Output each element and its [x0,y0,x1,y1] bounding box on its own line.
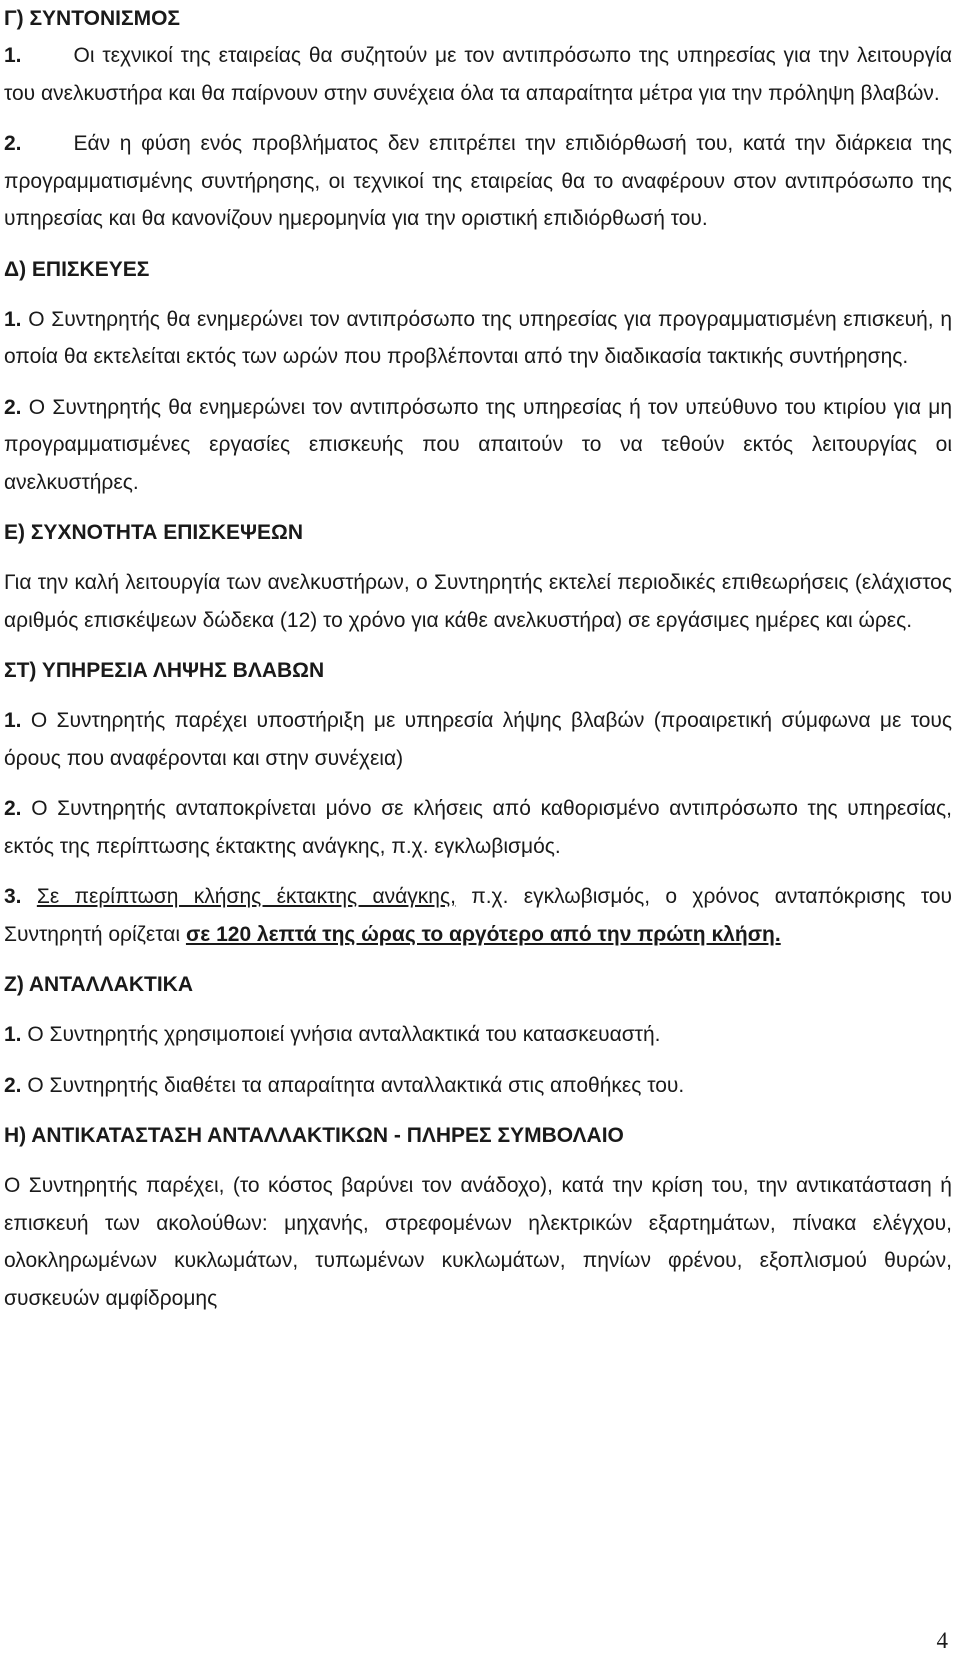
item-text: Ο Συντηρητής θα ενημερώνει τον αντιπρόσωπο της υπηρεσίας ή τον υπεύθυνο του κτιρίου για μη προγραμματισμένες εργασίες επισκευής που απαιτούν το να τεθούν εκτός λειτουργίας οι ανελκυστήρες. [4,395,953,494]
section-e-heading: Ε) ΣΥΧΝΟΤΗΤΑ ΕΠΙΣΚΕΨΕΩΝ [4,521,303,544]
item-text: Ο Συντηρητής θα ενημερώνει τον αντιπρόσωπο της υπηρεσίας για προγραμματισμένη επισκευή, η οποία θα εκτελείται εκτός των ωρών που προβλέπονται από την διαδικασία τακτικής συντήρησης. [4,307,952,368]
section-d-item-1 [4,301,952,376]
item-text: Οι τεχνικοί της εταιρείας θα συζητούν με τον αντιπρόσωπο της υπηρεσίας για την λειτουργία του ανελκυστήρα και θα παίρνουν στην συνέχεια όλα τα απαραίτητα μέτρα για την πρόληψη βλαβών. [4,44,952,105]
section-h-heading: Η) ΑΝΤΙΚΑΤΑΣΤΑΣΗ ΑΝΤΑΛΛΑΚΤΙΚΩΝ - ΠΛΗΡΕΣ ΣΥΜΒΟΛΑΙΟ [4,1124,624,1147]
section-g-heading: Γ) ΣΥΝΤΟΝΙΣΜΟΣ [4,7,181,30]
section-e-text: Για την καλή λειτουργία των ανελκυστήρων, ο Συντηρητής εκτελεί περιοδικές επιθεωρήσεις (ελάχιστος αριθμός επισκέψεων δώδεκα (12) το χρόνο για κάθε ανελκυστήρα) σε εργάσιμες ημέρες και ώρες. [4,571,952,632]
section-st-item-2 [4,790,952,865]
item-text: Ο Συντηρητής χρησιμοποιεί γνήσια ανταλλακτικά του κατασκευαστή. [27,1023,661,1046]
item-number: 2. [4,132,22,155]
item-text: Ο Συντηρητής παρέχει υποστήριξη με υπηρεσία λήψης βλαβών (προαιρετική σύμφωνα με τους όρους που αναφέρονται και στην συνέχεια) [4,709,952,770]
item-number: 1. [4,1023,22,1046]
section-z-item-1 [4,1016,952,1054]
section-h-text: Ο Συντηρητής παρέχει, (το κόστος βαρύνει τον ανάδοχο), κατά την κρίση του, την αντικατάσταση ή επισκευή των ακολούθων: μηχανής, στρεφομένων ηλεκτρικών εξαρτημάτων, πίνακα ελέγχου, ολοκληρωμένων κυκλωμάτων, τυπωμένων κυκλωμάτων, πηνίων φρένου, εξοπλισμού θυρών, συσκευών αμφίδρομης [4,1174,952,1310]
item-text: Εάν η φύση ενός προβλήματος δεν επιτρέπει την επιδιόρθωσή του, κατά την διάρκεια της προγραμματισμένης συντήρησης, οι τεχνικοί της εταιρείας θα το αναφέρουν στον αντιπρόσωπο της υπηρεσίας και θα κανονίζουν ημερομηνία για την οριστική επιδιόρθωσή του. [4,132,952,230]
document-page [4,0,952,1317]
item-text: Ο Συντηρητής ανταποκρίνεται μόνο σε κλήσεις από καθορισμένο αντιπρόσωπο της υπηρεσίας, εκτός της περίπτωσης έκτακτης ανάγκης, π.χ. εγκλωβισμός. [4,797,952,858]
section-z-item-2 [4,1067,952,1105]
item-number: 2. [4,1073,22,1097]
section-d-item-2 [4,389,952,502]
item-text: π.χ. εγκλωβισμός, ο χρόνος ανταπόκρισης του Συντηρητή ορίζεται [4,885,952,946]
section-g-item-1 [4,37,952,112]
item-number: 2. [4,395,22,419]
item-number: 1. [4,44,22,67]
section-d-heading: Δ) ΕΠΙΣΚΕΥΕΣ [4,257,150,281]
item-number: 1. [4,709,22,732]
item-number: 2. [4,797,22,820]
section-g-item-2 [4,125,952,238]
emergency-call-underlined: Σε περίπτωση κλήσης έκτακτης ανάγκης, [36,885,456,908]
item-text: Ο Συντηρητής διαθέτει τα απαραίτητα ανταλλακτικά στις αποθήκες του. [27,1073,685,1097]
section-st-heading: ΣΤ) ΥΠΗΡΕΣΙΑ ΛΗΨΗΣ ΒΛΑΒΩΝ [4,659,325,682]
item-number: 3. [4,885,22,908]
item-number: 1. [4,307,22,331]
section-st-item-3 [4,878,952,953]
response-time-emphasis: σε 120 λεπτά της ώρας το αργότερο από την πρώτη κλήση. [185,922,781,946]
section-st-item-1 [4,702,952,777]
page-number: 4 [936,1628,948,1653]
section-z-heading: Ζ) ΑΝΤΑΛΛΑΚΤΙΚΑ [4,973,193,996]
